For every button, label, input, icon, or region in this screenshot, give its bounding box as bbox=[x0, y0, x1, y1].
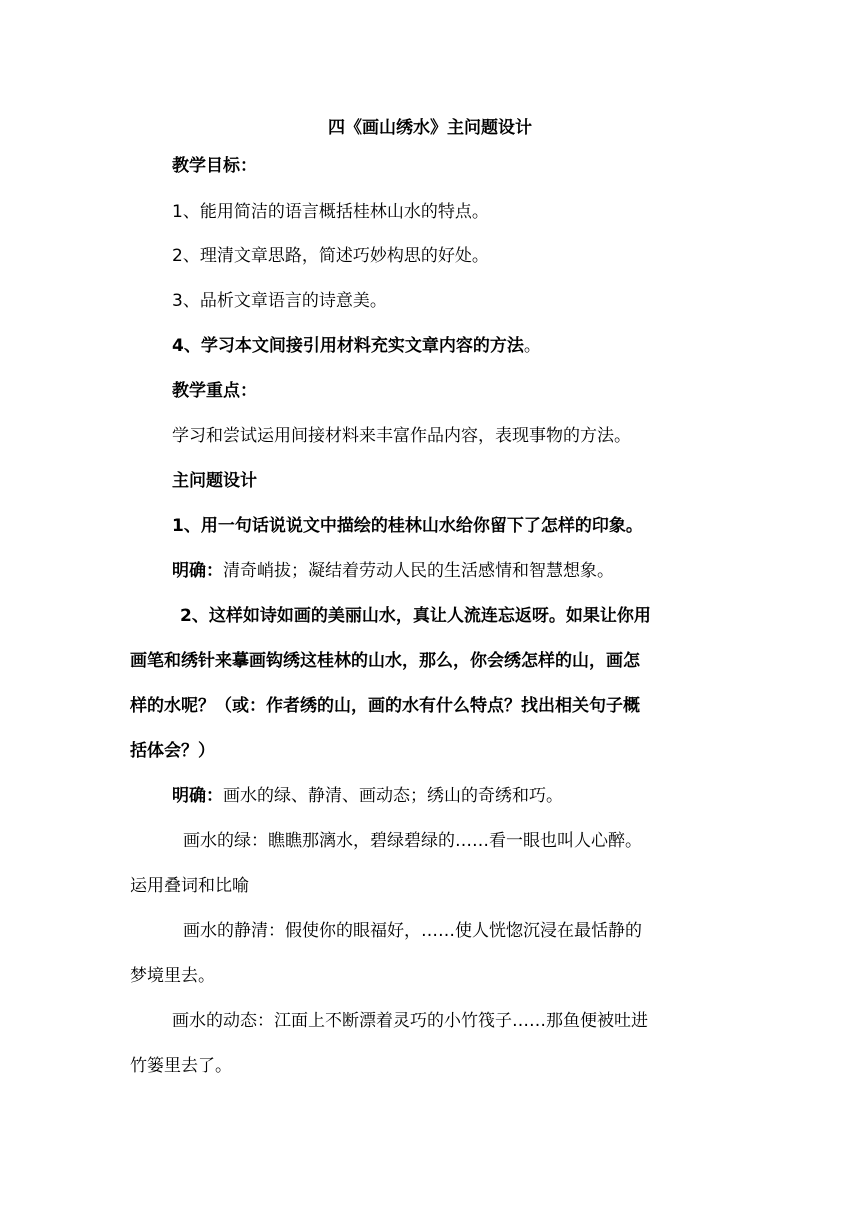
question-2-line-1: 2、这样如诗如画的美丽山水，真让人流连忘返呀。如果让你用 bbox=[180, 606, 651, 626]
main-questions-heading: 主问题设计 bbox=[172, 471, 257, 491]
water-calm-line-1: 画水的静清：假使你的眼福好，……使人恍惚沉浸在最恬静的 bbox=[183, 921, 642, 941]
objective-2: 2、理清文章思路，简述巧妙构思的好处。 bbox=[172, 246, 489, 266]
objective-1: 1、能用简洁的语言概括桂林山水的特点。 bbox=[172, 202, 489, 222]
question-2-line-2: 画笔和绣针来摹画钩绣这桂林的山水，那么，你会绣怎样的山，画怎 bbox=[130, 651, 640, 671]
focus-text: 学习和尝试运用间接材料来丰富作品内容，表现事物的方法。 bbox=[172, 426, 631, 446]
focus-heading: 教学重点： bbox=[172, 381, 257, 401]
question-2-line-4: 括体会？） bbox=[130, 741, 215, 761]
answer-1-label: 明确： bbox=[172, 561, 223, 581]
document-title: 四《画山绣水》主问题设计 bbox=[328, 118, 532, 138]
objective-4-end: 。 bbox=[523, 336, 541, 356]
objective-4 bbox=[172, 335, 772, 357]
water-motion-line-1: 画水的动态：江面上不断漂着灵巧的小竹筏子……那鱼便被吐进 bbox=[172, 1011, 648, 1031]
question-1: 1、用一句话说说文中描绘的桂林山水给你留下了怎样的印象。 bbox=[172, 516, 643, 536]
water-motion-line-2: 竹篓里去了。 bbox=[130, 1056, 232, 1076]
question-2-line-3: 样的水呢？（或：作者绣的山，画的水有什么特点？找出相关句子概 bbox=[130, 696, 640, 716]
answer-2 bbox=[172, 785, 772, 807]
answer-1 bbox=[172, 560, 772, 582]
water-calm-line-2: 梦境里去。 bbox=[130, 966, 215, 986]
answer-1-text: 清奇峭拔；凝结着劳动人民的生活感情和智慧想象。 bbox=[223, 561, 614, 581]
objective-3: 3、品析文章语言的诗意美。 bbox=[172, 291, 387, 311]
answer-2-text: 画水的绿、静清、画动态；绣山的奇绣和巧。 bbox=[223, 786, 563, 806]
water-green-line-2: 运用叠词和比喻 bbox=[130, 876, 249, 896]
objectives-heading: 教学目标： bbox=[172, 156, 257, 176]
objective-4-text: 4、学习本文间接引用材料充实文章内容的方法 bbox=[172, 336, 524, 356]
water-green-line-1: 画水的绿：瞧瞧那漓水，碧绿碧绿的……看一眼也叫人心醉。 bbox=[183, 831, 642, 851]
answer-2-label: 明确： bbox=[172, 786, 223, 806]
